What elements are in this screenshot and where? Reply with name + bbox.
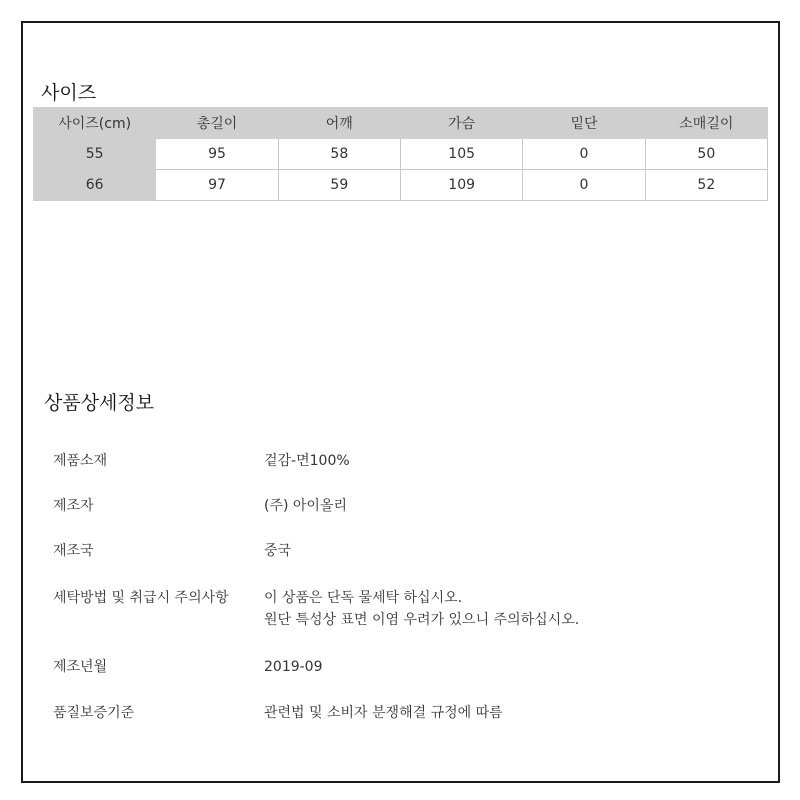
- detail-label: 제품소재: [53, 453, 108, 469]
- detail-value: 관련법 및 소비자 분쟁해결 규정에 따름: [264, 705, 503, 721]
- size-header-cell: 소매길이: [645, 108, 767, 139]
- size-header-cell: 가슴: [400, 108, 522, 139]
- size-row-label: 55: [34, 139, 156, 170]
- detail-label: 재조국: [53, 543, 94, 559]
- detail-value: (주) 아이올리: [264, 498, 347, 514]
- detail-label: 품질보증기준: [53, 705, 135, 721]
- size-row-label: 66: [34, 170, 156, 201]
- detail-value: 겉감-면100%: [264, 453, 350, 469]
- detail-value: 이 상품은 단독 물세탁 하십시오.: [264, 590, 463, 606]
- size-header-cell: 어깨: [278, 108, 400, 139]
- detail-label: 제조자: [53, 498, 94, 514]
- size-table: [33, 107, 768, 201]
- size-header-cell: 밑단: [523, 108, 645, 139]
- detail-label: 제조년월: [53, 659, 108, 675]
- size-header-cell: 총길이: [156, 108, 278, 139]
- size-cell: 50: [645, 139, 767, 170]
- size-table-row: [34, 139, 768, 170]
- size-header-cell: 사이즈(cm): [34, 108, 156, 139]
- size-cell: 52: [645, 170, 767, 201]
- detail-value-line2: 원단 특성상 표면 이염 우려가 있으니 주의하십시오.: [264, 612, 580, 628]
- size-cell: 58: [278, 139, 400, 170]
- size-cell: 109: [400, 170, 522, 201]
- size-section-title: 사이즈: [41, 82, 97, 104]
- size-table-row: [34, 170, 768, 201]
- size-cell: 59: [278, 170, 400, 201]
- detail-section-title: 상품상세정보: [44, 392, 155, 414]
- size-cell: 97: [156, 170, 278, 201]
- detail-value: 중국: [264, 543, 292, 559]
- size-cell: 105: [400, 139, 522, 170]
- detail-label: 세탁방법 및 취급시 주의사항: [53, 590, 229, 606]
- size-cell: 95: [156, 139, 278, 170]
- size-table-header-row: [34, 108, 768, 139]
- size-cell: 0: [523, 139, 645, 170]
- size-cell: 0: [523, 170, 645, 201]
- detail-value: 2019-09: [264, 659, 323, 675]
